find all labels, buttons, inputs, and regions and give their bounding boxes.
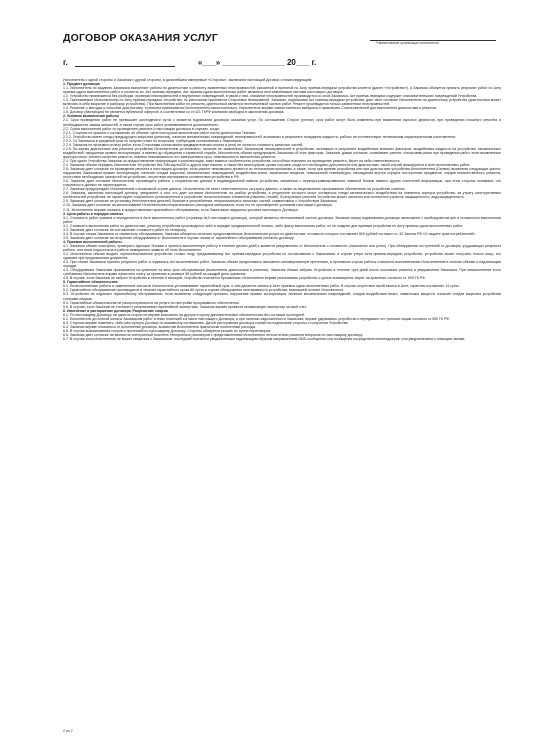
- intro-paragraph: Исполнитель с одной стороны и Заказчик с другой стороны, в дальнейшем именуемые «Стороны», заключили настоящий Договор о нижеследующем:: [63, 78, 313, 82]
- clause-paragraph: 5.2. Гарантийное обслуживание производится в течение гарантийного срока 60 суток в случае обнаружения неисправности устройства, возникшей по вине Исполнителя.: [63, 288, 344, 293]
- clause-paragraph: 6.3. Стороны вправе изменить, либо расторгнуть Договор по взаимному соглашению. Датой расторжения договора считается подписание стороны о получении Устройства.: [63, 320, 349, 325]
- clause-paragraph: 5.3. Устройство не подлежит гарантийному обслуживанию, если выявлены следующие причины: нарушение правил эксплуатации, наличие механических повреждений, следов воздействия влаги, химических веществ, наличие следов вскрытия устройства третьими лицами.: [63, 292, 501, 301]
- section-title: 5. Гарантийные обязательства: [63, 280, 118, 285]
- clause-paragraph: 3.3. Заказчик дает согласие на составление стоимости работ по телефону.: [63, 227, 187, 232]
- clause-paragraph: 2.11. Исполнитель вправе отказать в предоставлении гарантийного обслуживания, если Заказчиком нарушены условия настоящего Договора.: [63, 207, 299, 212]
- contract-date: «___» ______________ 20___ г.: [198, 58, 317, 67]
- section-title: 2. Условия выполнения работы: [63, 114, 120, 119]
- contract-body: [63, 78, 501, 728]
- section-title: 6. Изменение и расторжение договора. Разрешение споров: [63, 308, 168, 313]
- clause-paragraph: 4.4. Оборудование Заказчика принимается на хранение на весь срок обслуживания (выполнения диагностики и ремонта). Заказчик обязан забрать Устройство в течение трех дней после окончания ремонта и уведомления Заказчика. При невыполнении этого требования Исполнитель вправе начислять плату за хранение в размере 50 рублей за каждый день хранения.: [63, 268, 501, 277]
- clause-paragraph: 2.4. Заказчик обязан передать Исполнителю Устройство без SIM-карты/SD и других карт памяти, а также без аксессуаров, кроме случаев, когда это необходимо для ремонта или диагностики, такой случай фиксируется в Акте выполненных работ.: [63, 162, 470, 167]
- city-label: г.: [63, 58, 68, 67]
- clause-paragraph: 1.5. Договор (Квитанция) не является публичной офертой, в соответствии со ст.421 ГКРФ компании свободна в заключении договора.: [63, 110, 285, 115]
- clause-paragraph: 2.8. Заказчик, заключая настоящий договор, уведомлен о том, что дает согласие Исполнителю на разбор устройства, в результате которого могут оставаться следы механического воздействия на элементы корпуса устройства, за утрату конструктивных особенностей устройства, не гарантируют сохранность установленных в устройстве технологических элементов (наклеек, пломб). В результате ремонта Устройство может частично или полностью утратить защищенность, водозащищенность.: [63, 191, 501, 200]
- clause-paragraph: 5.1. На выполненные работы и замененные запчасти Исполнитель устанавливает гарантийный срок, о чем делается запись в Акте приемки-сдачи выполненных работ. В случае отсутствия такой записи в Акте, гарантия составляет 14 суток.: [63, 284, 460, 289]
- clause-paragraph: 2.7. Заказчик предупрежден Исполнителем о возможной утрате данных. Исполнитель не несет ответственность за утрату данных, а также за лицензионное программное обеспечение на устройстве клиента.: [63, 187, 406, 192]
- clause-paragraph: 2.2.3. От Заказчика в разумный срок не получен ответ по вопросам, требующим согласования с Заказчиком;: [63, 138, 243, 143]
- clause-paragraph: 2.2.2. Устройство имеет следы предыдущего вскрытия (ремонта), наличие механических повреждений, неисправностей, возникших в результате попадания жидкости, работы не соответствуют техническим характеристикам изготовителя;: [63, 134, 456, 139]
- document-title: ДОГОВОР ОКАЗАНИЯ УСЛУГ: [63, 32, 219, 44]
- clause-paragraph: 2.2.1. Стороны не пришли к соглашению об объеме, цене или сроках выполнения работ после диагностики Техники;: [63, 130, 257, 135]
- clause-paragraph: 2.10. Заказчик дает согласие на использование Исполнителем неоригинальных расходных материалов, если это не противоречит условиям настоящего договора.: [63, 203, 333, 208]
- clause-paragraph: 1.2. Устройство принимается без разборки, проверки неисправностей и внутренних повреждений, в связи с чем, описание неисправностей производится со слов Заказчика. Акт приема-передачи содержит описание внешних повреждений Устройства.: [63, 94, 478, 99]
- clause-paragraph: 2.1. Срок проведения работ не превышает шестидесяти суток с момента подписания договора оказания услуг. По соглашению Сторон (устное) срок работ могут быть изменены при выявлении скрытых дефектов, при проведении сложного ремонта и необходимости заказа запчастей, в таком случае срок работ устанавливается дополнительно.: [63, 118, 501, 127]
- clause-paragraph: 6.7. В случае если Исполнитель не может связаться с Заказчиком, последний считается уведомленным надлежащим образом направлением SMS-сообщения или сообщения посредством мессенджеров, или уведомлением с помощью звонка.: [63, 337, 466, 341]
- clause-paragraph: 6.1. По настоящему Договору ни одна из сторон не вправе возложить на другую сторону дополнительные обязательства без согласия последней.: [63, 312, 305, 317]
- clause-paragraph: 3.1. Стоимость работ указана и определяется в Акте выполненных работ (страница №3 настоящего договора), который является неотъемлемой частью договора. Заказчик перед подписанием договора ознакомлен с прейскурантом цен и стоимостью выполнения работ.: [63, 215, 501, 224]
- clause-paragraph: 1.4. Решение о методах и способах диагностики, и ремонта принимаются Исполнителем самостоятельно. Исполнитель вправе самостоятельно выбирать и привлекать Соисполнителей для выполнения диагностики и ремонта.: [63, 106, 438, 111]
- clause-paragraph: 2.2. Сроки выполнения работ по проведению ремонта и настоящим договора в случаях, когда:: [63, 126, 220, 131]
- clause-paragraph: 6.5. В случае возникновения споров и претензий по настоящему Договору, Стороны обязуются решать их путем переговоров.: [63, 328, 272, 333]
- clause-paragraph: 4.3. При отказе Заказчика принять результат работ и подписать Акт выполненных работ, Заказчик обязан предоставить письменно мотивированную претензию, в противном случае работы считаются выполненными Исполнителем в полном объеме и надлежащем порядке.: [63, 260, 501, 269]
- clause-paragraph: 5.5. В случае, если Заказчик не согласен с результатами гарантийной экспертизы, Заказчик вправе провести независимую экспертизу за свой счет.: [63, 304, 307, 309]
- clause-paragraph: 2.6. Заказчик дает согласие Исполнителю производить работы с сохранностью данных в индивидуальной памяти устройства, связанные с перепрограммированием, заменой блоков памяти, других носителей информации, при этом стороны понимают, что сохранность данных не гарантируется.: [63, 179, 501, 188]
- clause-paragraph: 3.5. Заказчик дает согласие на получение оборудования от Исполнителя в случае отказа от гарантийного обслуживания согласно договору.: [63, 235, 295, 240]
- clause-paragraph: 1.1. Исполнитель по заданию Заказчика выполняет работы по диагностике и ремонту заявленных неисправностей, указанной и принятой по Акту приема-передачи устройства клиента (далее «Устройство»), а Заказчик обязуется принять результат работ по Акту приема-сдачи выполненных работ и оплатить их. Акт приема-передачи, Акт приема-сдачи выполненных работ являются неотъемлемыми частями настоящего договора.: [63, 86, 501, 95]
- section-title: 1. Предмет договора: [63, 82, 100, 87]
- clause-paragraph: 5.4. Гарантийные обязательства не распространяются на услуги по настройке программного обеспечения.: [63, 300, 240, 305]
- clause-paragraph: 6.6. Заказчик дает согласие на звонки на электронный носитель телефонных разговоров с представителями Исполнителя относительно решения вопросов по настоящему договору.: [63, 332, 363, 337]
- clause-paragraph: 6.2. Исполнитель до полной оплаты Заказчиком работ и иных платежей согласно настоящего Договора, и при наличии задолженности Заказчика, вправе удерживать устройство и передавать его третьим лицам согласно ст.359 ГК РФ.: [63, 316, 450, 321]
- clause-paragraph: 1.3. Принимаемое Исполнителем по Акту приема-передачи Устройство, по умолчанию признается Сторонами неисправной. Заказчик, подписывая Акт приема-передачи устройства, дает свое согласие Исполнителю на диагностику устройства (диагностика может включать в себя вскрытие и разборку устройства). При выполнении работ по ремонту, диагностика является неотъемлемой частью работ. Ремонт производится только заявленных неисправностей.: [63, 98, 501, 107]
- clause-paragraph: 4.5. В случае, если Заказчик не забрал Устройство в течение 6 месяцев, Устройство считается брошенным, Исполнитель вправе реализовать устройство с целью возмещения затрат на хранение согласно ст. 899 ГК РФ.: [63, 276, 426, 281]
- clause-paragraph: 3.2. Стоимость выполнения работ по диагностике, ремонту устройства производится либо в порядке предварительной оплаты, либо факту выполнения работ, но не позднее дня приемки устройства по Акту приема-сдачи выполненных работ.: [63, 223, 464, 228]
- clause-paragraph: 2.3. При сдаче Устройства Заказчик за предоставление информации о комплектации, иных важных особенностях устройства, способных повлиять на проведение ремонта, берет на себя ответственность.: [63, 158, 401, 163]
- organization-caption: *Наименование организации исполнителя: [376, 41, 439, 45]
- clause-paragraph: 2.2.5. Во время диагностики или ремонта устройства Исполнителем установлено: наличие не заявленных Заказчиком неисправностей в устройстве, возникших в результате воздействия внешних факторов, воздействия жидкости на устройство, механических воздействий, нарушения правил эксплуатации, а именно до обращения к сервисной службе, Исполнитель обязан предупредить Заказчика об этих факторах. Заказчик, давая согласие, оплачивает ремонт, согласовав риски при проведении работ, если выявленные факторы могут снизить качество ремонта, повлечь невозможность его завершения в срок, невозможность выполнения ремонта.: [63, 146, 501, 159]
- clause-paragraph: 3.4. В случае отказа Заказчика от сервисного обслуживания, Заказчик обязуется оплатить предоставленные Исполнителем услуги по диагностике, стоимость которых составляет 500 рублей согласно ст. 32 Закона РФ «О защите прав потребителей».: [63, 231, 477, 236]
- page-number: 2 из 2: [63, 729, 73, 733]
- clause-paragraph: 4.1. Заказчик обязан осмотреть, проверить функции Техники и принять выполненную работу в течение десяти дней с момента уведомления от Исполнителя о готовности (письменно или устно). При обнаружении отступлений от договора, ухудшающих результат работы, или иных недостатков в работе немедленно заявить об этом Исполнителю.: [63, 243, 501, 252]
- clause-paragraph: 2.2.4. Заказчик не произвел оплату работ, если Сторонами согласована предварительная оплата и (или) не оплатил стоимость запасных частей;: [63, 142, 304, 147]
- clause-paragraph: 2.9. Заказчик дает согласие на установку Исполнителем деталей, бывших в употреблении, неоригинальных запасных частей, совместимых с Устройством Заказчика.: [63, 199, 338, 204]
- clause-paragraph: 2.5. Заказчик дает согласие на проведение ремонта в настоящем договоре, если ремонт невозможно провести по техническим причинам, а также, если при приеме устройства или при диагностике устройства Исполнителем (Сервис) выявлены следующие факты: нарушения Заказчиком правил эксплуатации, наличие следов коррозии, механических повреждений, воздействия влаги, химических веществ, повышенной температуры, нахождения внутри корпуса посторонних предметов, следов некачественного ремонта, отсутствия необходимых запчастей на устройство, отсутствия сертификата соответствия устройства в РФ.: [63, 167, 501, 180]
- clause-paragraph: 6.4. Заказчик вправе отказаться от исполнения договора, возместив Исполнителю фактически понесенные расходы.: [63, 324, 257, 329]
- section-title: 3. Цена работы и порядок оплаты: [63, 211, 123, 216]
- section-title: 4. Приемка выполненной работы: [63, 239, 122, 244]
- clause-paragraph: 4.2. Исполнитель обязан выдать отремонтированное устройство только лицу, предъявившему Акт приема-передачи устройства по согласованию с Заказчиком, в случае утери Акта приема-передачи устройство, устройство может получить только лицо, его сдавшее при предъявлении документа.: [63, 252, 501, 261]
- city-field-line: [75, 66, 175, 67]
